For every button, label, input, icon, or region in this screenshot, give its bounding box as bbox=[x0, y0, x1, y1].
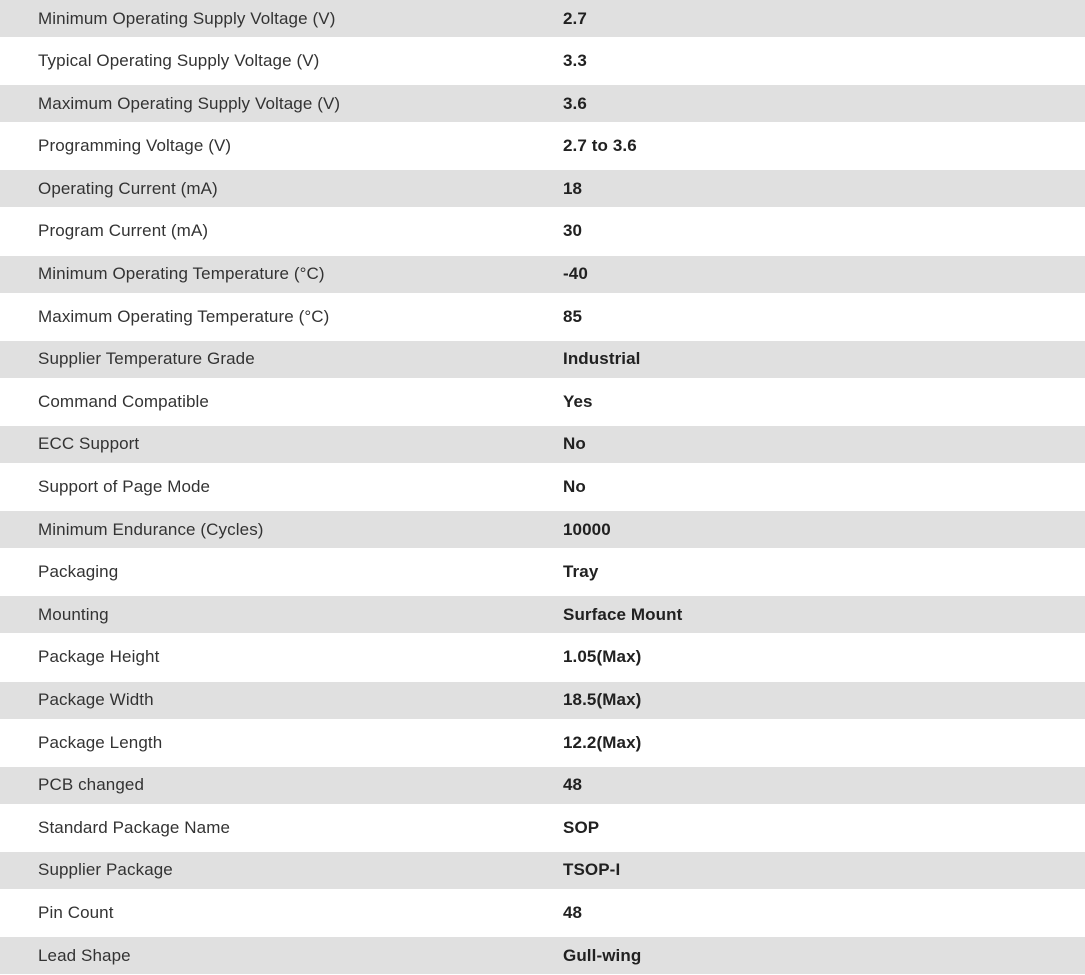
spec-row bbox=[0, 469, 1085, 506]
spec-row bbox=[0, 724, 1085, 761]
spec-attribute-label: Command Compatible bbox=[38, 391, 209, 411]
spec-attribute-label: Standard Package Name bbox=[38, 817, 231, 837]
spec-row bbox=[0, 894, 1085, 931]
spec-row bbox=[0, 596, 1085, 633]
spec-attribute-label: Maximum Operating Temperature (°C) bbox=[38, 306, 330, 326]
spec-attribute-label: PCB changed bbox=[38, 775, 145, 795]
spec-attribute-label: Packaging bbox=[38, 562, 119, 582]
spec-row bbox=[0, 43, 1085, 80]
spec-row bbox=[0, 170, 1085, 207]
spec-attribute-label: Minimum Operating Supply Voltage (V) bbox=[38, 8, 336, 28]
spec-attribute-value: 30 bbox=[563, 221, 583, 241]
spec-attribute-label: Mounting bbox=[38, 604, 109, 624]
spec-attribute-value: No bbox=[563, 477, 586, 497]
spec-row bbox=[0, 682, 1085, 719]
spec-attribute-value: 18 bbox=[563, 178, 583, 198]
spec-attribute-value: Gull-wing bbox=[563, 945, 642, 965]
spec-attribute-label: Package Width bbox=[38, 690, 154, 709]
spec-row bbox=[0, 383, 1085, 420]
spec-attribute-label: Supplier Temperature Grade bbox=[38, 349, 255, 369]
spec-row bbox=[0, 852, 1085, 889]
spec-attribute-value: 2.7 bbox=[563, 8, 587, 28]
spec-attribute-value: No bbox=[563, 434, 586, 454]
spec-attribute-label: Lead Shape bbox=[38, 945, 131, 965]
spec-row bbox=[0, 809, 1085, 846]
spec-attribute-label: Pin Count bbox=[38, 902, 114, 922]
spec-row bbox=[0, 426, 1085, 463]
spec-attribute-label: Supplier Package bbox=[38, 860, 173, 880]
spec-attribute-label: Minimum Operating Temperature (°C) bbox=[38, 264, 325, 284]
spec-attribute-value: Tray bbox=[563, 562, 599, 582]
spec-attribute-value: SOP bbox=[563, 817, 600, 837]
spec-row bbox=[0, 639, 1085, 676]
spec-attribute-value: Industrial bbox=[563, 349, 641, 369]
spec-attribute-value: 1.05(Max) bbox=[563, 647, 642, 667]
spec-attribute-value: Surface Mount bbox=[563, 604, 683, 624]
spec-attribute-value: -40 bbox=[563, 264, 588, 284]
spec-row bbox=[0, 0, 1085, 37]
spec-attribute-label: Operating Current (mA) bbox=[38, 178, 218, 198]
spec-attribute-value: 12.2(Max) bbox=[563, 732, 642, 752]
spec-attribute-value: 48 bbox=[563, 902, 583, 922]
spec-row bbox=[0, 554, 1085, 591]
spec-row bbox=[0, 341, 1085, 378]
spec-attribute-label: Program Current (mA) bbox=[38, 221, 209, 241]
spec-attribute-value: 10000 bbox=[563, 519, 611, 539]
spec-attribute-value: 3.6 bbox=[563, 93, 587, 113]
spec-attribute-value: 48 bbox=[563, 775, 583, 795]
spec-attribute-label: Maximum Operating Supply Voltage (V) bbox=[38, 93, 341, 113]
spec-attribute-value: 3.3 bbox=[563, 51, 587, 71]
spec-attribute-value: Yes bbox=[563, 391, 593, 411]
spec-attribute-label: ECC Support bbox=[38, 434, 140, 454]
spec-attribute-value: 85 bbox=[563, 306, 583, 326]
spec-row bbox=[0, 128, 1085, 165]
spec-attribute-label: Support of Page Mode bbox=[38, 477, 211, 497]
spec-row bbox=[0, 298, 1085, 335]
spec-row bbox=[0, 511, 1085, 548]
spec-row bbox=[0, 213, 1085, 250]
spec-attribute-value: 18.5(Max) bbox=[563, 690, 642, 709]
spec-attribute-label: Package Height bbox=[38, 647, 160, 667]
spec-row bbox=[0, 256, 1085, 293]
spec-attribute-label: Typical Operating Supply Voltage (V) bbox=[38, 51, 320, 71]
spec-attribute-label: Package Length bbox=[38, 732, 163, 752]
spec-attribute-label: Minimum Endurance (Cycles) bbox=[38, 519, 264, 539]
spec-attribute-label: Programming Voltage (V) bbox=[38, 136, 232, 156]
spec-row bbox=[0, 767, 1085, 804]
spec-attribute-value: 2.7 to 3.6 bbox=[563, 136, 637, 156]
spec-row bbox=[0, 937, 1085, 974]
spec-row bbox=[0, 85, 1085, 122]
spec-attribute-value: TSOP-I bbox=[563, 860, 621, 880]
